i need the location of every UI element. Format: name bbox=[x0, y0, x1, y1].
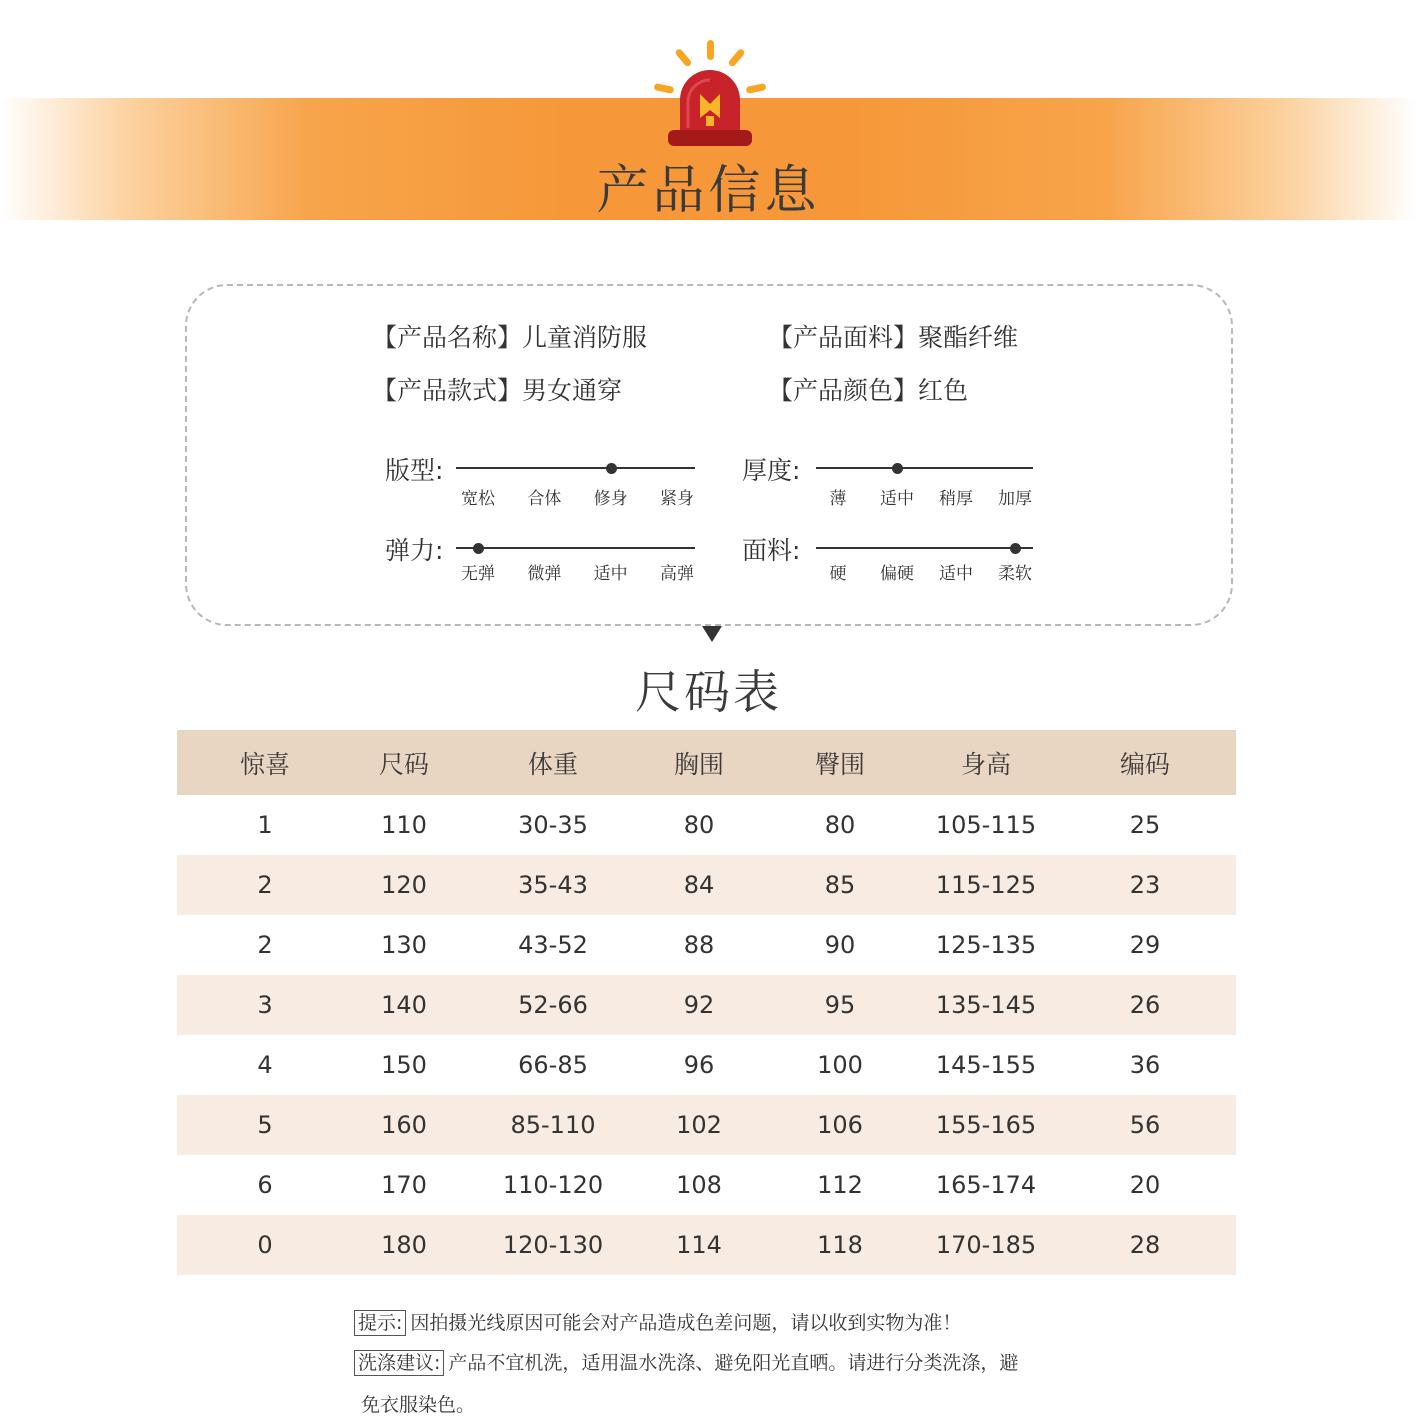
table-cell: 170-185 bbox=[935, 1231, 1037, 1259]
table-cell: 106 bbox=[817, 1111, 863, 1139]
fit-scale-marker bbox=[606, 463, 617, 474]
thickness-scale-tick: 稍厚 bbox=[939, 489, 973, 509]
thickness-scale-tick: 适中 bbox=[880, 489, 914, 509]
header-cell: 编码 bbox=[1119, 749, 1170, 779]
fabric_feel-scale-tick: 硬 bbox=[829, 564, 847, 584]
table-row bbox=[177, 915, 1236, 975]
table-header bbox=[177, 730, 1236, 795]
table-cell: 118 bbox=[817, 1231, 863, 1259]
table-cell: 25 bbox=[1129, 811, 1161, 839]
table-cell: 140 bbox=[381, 991, 427, 1019]
product-fabric-value: 聚酯纤维 bbox=[918, 323, 1019, 352]
table-cell: 160 bbox=[381, 1111, 427, 1139]
fit-scale-label: 版型: bbox=[385, 456, 444, 485]
table-cell: 150 bbox=[381, 1051, 427, 1079]
size-table bbox=[177, 730, 1236, 1275]
size-chart-title: 尺码表 bbox=[635, 665, 782, 719]
table-cell: 80 bbox=[683, 811, 715, 839]
table-cell: 120 bbox=[381, 871, 427, 899]
fit-scale-tick: 修身 bbox=[593, 489, 628, 509]
fabric_feel-scale-tick: 适中 bbox=[939, 564, 973, 584]
table-cell: 2 bbox=[257, 871, 273, 899]
table-row bbox=[177, 1095, 1236, 1155]
table-cell: 29 bbox=[1129, 931, 1161, 959]
product-style-label: 【产品款式】 bbox=[372, 376, 523, 405]
table-cell: 36 bbox=[1129, 1051, 1161, 1079]
table-cell: 5 bbox=[257, 1111, 273, 1139]
table-cell: 26 bbox=[1129, 991, 1161, 1019]
table-cell: 1 bbox=[257, 811, 273, 839]
table-row bbox=[177, 1215, 1236, 1275]
thickness-scale-line bbox=[816, 467, 1033, 469]
table-cell: 100 bbox=[817, 1051, 863, 1079]
thickness-scale-tick: 薄 bbox=[829, 489, 847, 509]
table-cell: 92 bbox=[683, 991, 715, 1019]
tip-note bbox=[354, 1308, 961, 1336]
siren-alarm-icon bbox=[650, 38, 770, 150]
product-info-box bbox=[185, 284, 1233, 626]
header-cell: 尺码 bbox=[378, 749, 429, 779]
table-cell: 96 bbox=[683, 1051, 715, 1079]
table-cell: 145-155 bbox=[935, 1051, 1037, 1079]
fabric_feel-scale-tick: 柔软 bbox=[998, 564, 1032, 584]
table-row bbox=[177, 795, 1236, 855]
product-color bbox=[768, 371, 968, 407]
table-cell: 66-85 bbox=[518, 1051, 588, 1079]
header-cell: 惊喜 bbox=[239, 749, 290, 779]
fabric_feel-scale-marker bbox=[1010, 543, 1021, 554]
table-cell: 80 bbox=[824, 811, 856, 839]
elasticity-scale-tick: 无弹 bbox=[461, 564, 495, 584]
table-cell: 114 bbox=[676, 1231, 722, 1259]
fabric-feel-scale-label: 面料: bbox=[742, 536, 801, 565]
tip-label: 提示: bbox=[354, 1310, 406, 1336]
fabric_feel-scale-tick: 偏硬 bbox=[880, 564, 914, 584]
table-cell: 180 bbox=[381, 1231, 427, 1259]
table-cell: 112 bbox=[817, 1171, 863, 1199]
elasticity-scale-label: 弹力: bbox=[385, 536, 444, 565]
thickness-scale-marker bbox=[892, 463, 903, 474]
table-cell: 120-130 bbox=[502, 1231, 604, 1259]
table-cell: 28 bbox=[1129, 1231, 1161, 1259]
table-cell: 88 bbox=[683, 931, 715, 959]
wash-text: 产品不宜机洗，适用温水洗涤、避免阳光直晒。请进行分类洗涤，避 bbox=[448, 1352, 1019, 1374]
header-cell: 臀围 bbox=[814, 749, 865, 779]
product-fabric bbox=[768, 318, 1018, 354]
table-cell: 125-135 bbox=[935, 931, 1037, 959]
table-cell: 130 bbox=[381, 931, 427, 959]
elasticity-scale-tick: 适中 bbox=[593, 564, 628, 584]
elasticity-scale-line bbox=[456, 547, 695, 549]
elasticity-scale-marker bbox=[473, 543, 484, 554]
header-cell: 身高 bbox=[960, 749, 1011, 779]
table-cell: 85-110 bbox=[510, 1111, 596, 1139]
product-fabric-label: 【产品面料】 bbox=[768, 323, 919, 352]
table-cell: 135-145 bbox=[935, 991, 1037, 1019]
table-cell: 155-165 bbox=[935, 1111, 1037, 1139]
table-cell: 110 bbox=[381, 811, 427, 839]
elasticity-scale-tick: 高弹 bbox=[660, 564, 694, 584]
table-cell: 115-125 bbox=[935, 871, 1037, 899]
fit-scale-line bbox=[456, 467, 695, 469]
table-cell: 110-120 bbox=[502, 1171, 604, 1199]
thickness-scale-label: 厚度: bbox=[742, 456, 801, 485]
table-cell: 102 bbox=[676, 1111, 722, 1139]
table-row bbox=[177, 855, 1236, 915]
tip-text: 因拍摄光线原因可能会对产品造成色差问题，请以收到实物为准！ bbox=[410, 1312, 962, 1334]
fit-scale-tick: 紧身 bbox=[660, 489, 694, 509]
wash-label: 洗涤建议: bbox=[354, 1350, 444, 1376]
table-cell: 84 bbox=[683, 871, 715, 899]
table-cell: 20 bbox=[1129, 1171, 1161, 1199]
elasticity-scale-tick: 微弹 bbox=[527, 564, 562, 584]
table-cell: 95 bbox=[824, 991, 856, 1019]
table-row bbox=[177, 975, 1236, 1035]
fit-scale-tick: 合体 bbox=[527, 489, 562, 509]
table-cell: 3 bbox=[257, 991, 273, 1019]
thickness-scale-tick: 加厚 bbox=[998, 489, 1032, 509]
table-cell: 0 bbox=[257, 1231, 273, 1259]
header-cell: 胸围 bbox=[673, 749, 724, 779]
table-cell: 105-115 bbox=[935, 811, 1037, 839]
table-cell: 90 bbox=[824, 931, 856, 959]
table-row bbox=[177, 1035, 1236, 1095]
table-cell: 170 bbox=[381, 1171, 427, 1199]
table-cell: 23 bbox=[1129, 871, 1161, 899]
product-style bbox=[372, 371, 622, 407]
header-cell: 体重 bbox=[527, 749, 578, 779]
product-style-value: 男女通穿 bbox=[522, 376, 623, 405]
wash-text-continued: 免衣服染色。 bbox=[361, 1394, 476, 1416]
table-cell: 52-66 bbox=[518, 991, 588, 1019]
table-cell: 43-52 bbox=[518, 931, 588, 959]
product-name-label: 【产品名称】 bbox=[372, 323, 523, 352]
arrow-down-icon bbox=[702, 626, 722, 642]
table-cell: 2 bbox=[257, 931, 273, 959]
fabric_feel-scale-line bbox=[816, 547, 1033, 549]
table-cell: 56 bbox=[1129, 1111, 1161, 1139]
table-cell: 6 bbox=[257, 1171, 273, 1199]
fit-scale-tick: 宽松 bbox=[461, 489, 495, 509]
page-title: 产品信息 bbox=[596, 161, 821, 221]
product-name-value: 儿童消防服 bbox=[522, 323, 648, 352]
table-cell: 35-43 bbox=[518, 871, 588, 899]
table-row bbox=[177, 1155, 1236, 1215]
product-color-label: 【产品颜色】 bbox=[768, 376, 919, 405]
table-cell: 108 bbox=[676, 1171, 722, 1199]
product-color-value: 红色 bbox=[918, 376, 969, 405]
table-cell: 30-35 bbox=[518, 811, 588, 839]
table-cell: 165-174 bbox=[935, 1171, 1037, 1199]
product-name bbox=[372, 318, 647, 354]
wash-note bbox=[354, 1348, 1018, 1376]
table-cell: 85 bbox=[824, 871, 856, 899]
table-cell: 4 bbox=[257, 1051, 273, 1079]
